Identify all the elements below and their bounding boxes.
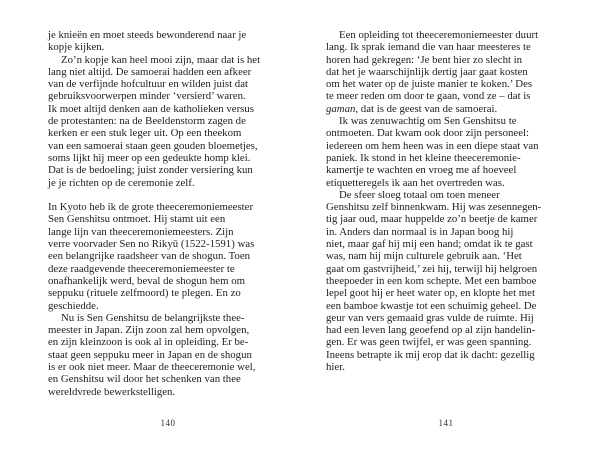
text-line: een belangrijke raadsheer van de shogun. Toen [48,250,251,263]
text-line: je knieën en moet steeds bewonderend naar je [48,29,247,41]
text-line: soms lijkt hij meer op een gedeukte homp klei. [48,151,251,164]
text-line: niet, maar gaf hij mij een hand; omdat ik te gast [326,238,533,251]
text-line: in. Anders dan normaal is in Japan boog hij [326,225,514,238]
text-line: Ineens betrapte ik mij erop dat ik dacht: gezellig [326,348,535,361]
text-line: gebruiksvoorwerpen minder ‘versierd’ waren. [48,90,246,103]
text-line: ontmoeten. Dat kwam ook door zijn personeel: [326,127,529,140]
text-line: kopje kijken. [48,41,105,54]
text-block [326,29,566,373]
text-line: een bamboe kwastje tot een schuimig geheel. De [326,299,537,312]
text-line: theepoeder in een kom schepte. Met een bamboe [326,274,537,287]
text-line: om het water op de juiste manier te koken.’ Des [326,78,533,91]
text-line: lang niet altijd. De samoerai hadden een afkeer [48,65,252,78]
text-line: De sfeer sloeg totaal om toen meneer [339,188,500,201]
text-line: is er ook niet meer. Maar de theeceremonie wel, [48,361,256,374]
text-line: Sen Genshitsu ontmoet. Hij stamt uit een [48,213,226,226]
page-number: 140 [160,418,176,428]
text-line: Een opleiding tot theeceremoniemeester duurt [339,29,539,41]
text-line: In Kyoto heb ik de grote theeceremoniemeester [48,201,254,214]
text-line: Genshitsu zelf binnenkwam. Hij was zesennegen- [326,201,542,214]
text-line: wereldvrede bewerkstelligen. [48,385,176,398]
text-line: etiquetteregels ik aan het overtreden was. [326,176,505,189]
text-line: gaat om gastvrijheid,’ zei hij, terwijl hij helgroen [326,262,538,275]
text-line: verre voorvader Sen no Rikyū (1522-1591) was [48,238,255,251]
text-line: de protestanten: na de Beeldenstorm zagen de [48,115,246,128]
text-line: van de verfijnde hofcultuur en wilden juist dat [48,78,248,91]
text-line: en Genshitsu wil door het schenken van thee [48,373,241,386]
italic-term: gaman [326,102,356,115]
page-number: 141 [438,418,454,428]
text-line: lepel goot hij er heet water op, en klopte het met [326,287,535,300]
blank-line [48,189,288,201]
text-line: deze raadgevende theeceremoniemeester te [48,262,235,275]
text-line: tig jaar oud, maar huppelde zo’n beetje de kamer [326,213,538,226]
text-line: horen had gekregen: ‘Je bent hier zo slecht in [326,53,523,66]
text-part: , dat is de geest van de samoerai. [355,102,498,115]
text-line: lang. Ik sprak iemand die van haar meesteres te [326,41,531,54]
text-line: je je richten op de ceremonie zelf. [48,176,195,189]
text-line: te meer reden om door te gaan, vond ze – dat is [326,90,531,103]
text-line: iedereen om hem heen was in een diepe staat van [326,139,539,152]
text-line: paniek. Ik stond in het kleine theeceremonie- [326,151,521,164]
text-line: geschiedde. [48,299,99,312]
text-line: van een samoerai staan geen gouden bloemetjes, [48,139,258,152]
text-line [326,103,566,115]
text-line: en zijn kleinzoon is ook al in opleiding. Er be- [48,336,249,349]
text-line: kerken er een stuk leger uit. Op een theekom [48,127,242,140]
text-line: Ik was zenuwachtig om Sen Genshitsu te [339,115,517,128]
text-line: seppuku (rituele zelfmoord) te plegen. En zo [48,287,241,300]
text-block [48,29,288,398]
text-line: meester in Japan. Zijn zoon zal hem opvolgen, [48,324,250,337]
text-line: kamertje te wachten en vroeg me af hoeveel [326,164,517,177]
page-right [300,0,600,450]
text-line: Dat is de bedoeling; juist zonder versiering kun [48,164,253,177]
text-line: dat het je waarschijnlijk dertig jaar gaat kosten [326,65,528,78]
text-line: lange lijn van theeceremoniemeesters. Zijn [48,225,234,238]
text-line: Nu is Sen Genshitsu de belangrijkste thee- [61,311,245,324]
text-line: geur van vers gemaaid gras vulde de ruimte. Hij [326,311,534,324]
text-line: Ik moet altijd denken aan de katholieken versus [48,102,254,115]
text-line: Zo’n kopje kan heel mooi zijn, maar dat is het [61,53,261,66]
text-line: onafhankelijk werd, beval de shogun hem om [48,274,245,287]
text-line: gen. Er was geen twijfel, er was geen spanning. [326,336,532,349]
text-line: had een leven lang geoefend op al zijn handelin- [326,324,536,337]
text-line: staat geen seppuku meer in Japan en de shogun [48,348,252,361]
text-line: was, nam hij mijn culturele gebruik aan. ‘Het [326,250,522,263]
text-line: hier. [326,361,345,374]
